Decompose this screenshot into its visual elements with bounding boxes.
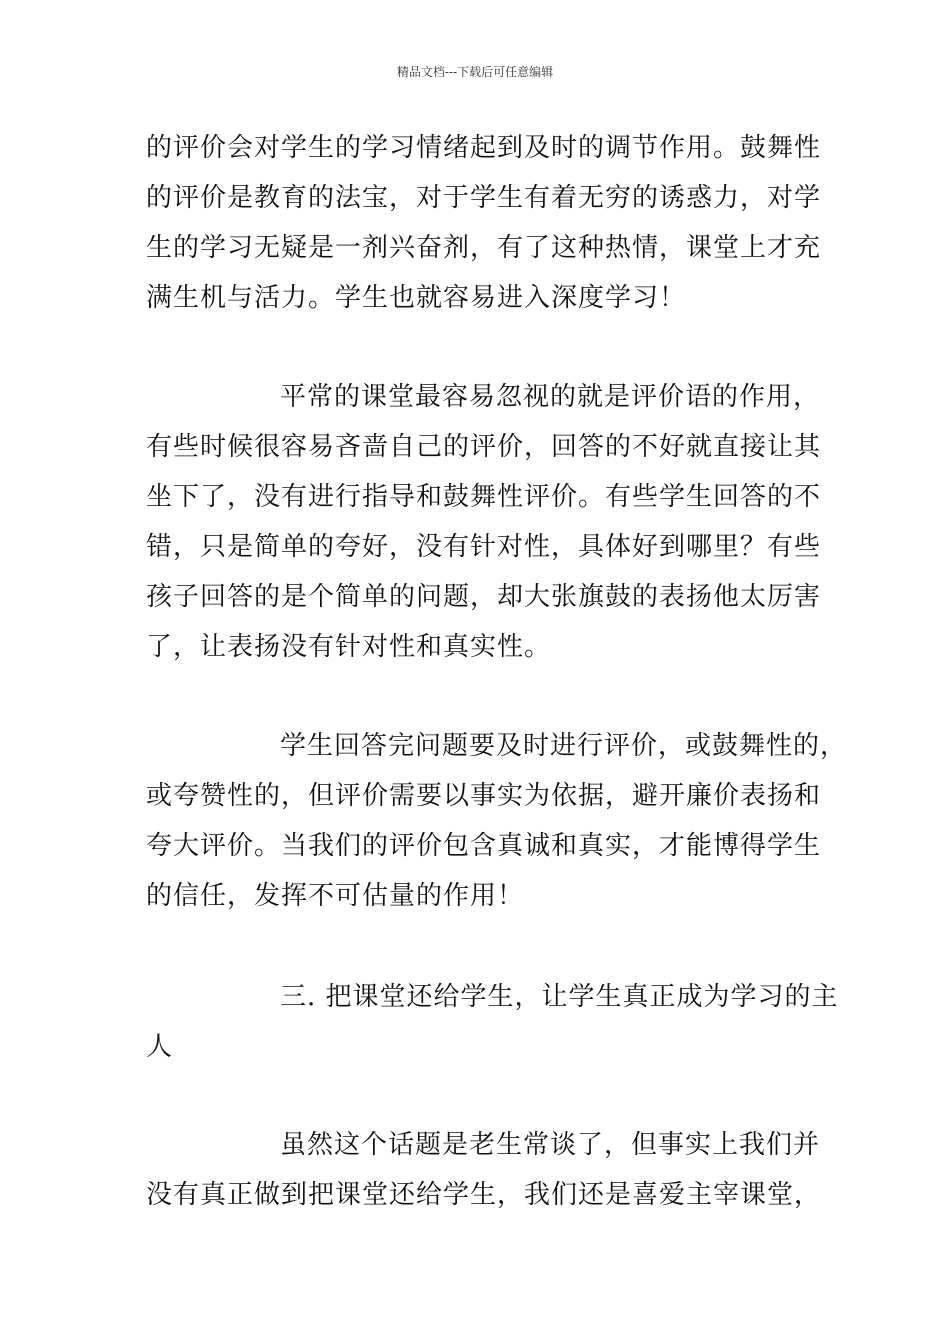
text-line: 平常的课堂最容易忽视的就是评价语的作用， bbox=[280, 382, 821, 412]
text-line: 或夸赞性的，但评价需要以事实为依据，避开廉价表扬和 bbox=[146, 781, 822, 811]
text-line: 坐下了，没有进行指导和鼓舞性评价。有些学生回答的不 bbox=[146, 482, 822, 512]
text-line: 的评价是教育的法宝，对于学生有着无穷的诱惑力，对学 bbox=[146, 183, 822, 213]
page-header: 精品文档---下载后可任意编辑 bbox=[396, 65, 554, 79]
section-heading-line: 人 bbox=[146, 1032, 174, 1062]
text-line: 满生机与活力。学生也就容易进入深度学习！ bbox=[146, 283, 687, 313]
section-heading-line: 三. 把课堂还给学生，让学生真正成为学习的主 bbox=[280, 982, 839, 1012]
text-line: 虽然这个话题是老生常谈了，但事实上我们并 bbox=[280, 1130, 821, 1160]
text-line: 学生回答完问题要及时进行评价，或鼓舞性的， bbox=[280, 731, 848, 761]
text-line: 夸大评价。当我们的评价包含真诚和真实，才能博得学生 bbox=[146, 831, 822, 861]
text-line: 没有真正做到把课堂还给学生，我们还是喜爱主宰课堂， bbox=[146, 1180, 822, 1210]
text-line: 的评价会对学生的学习情绪起到及时的调节作用。鼓舞性 bbox=[146, 133, 822, 163]
text-line: 孩子回答的是个简单的问题，却大张旗鼓的表扬他太厉害 bbox=[146, 582, 822, 612]
text-line: 了，让表扬没有针对性和真实性。 bbox=[146, 632, 552, 662]
text-line: 有些时候很容易吝啬自己的评价，回答的不好就直接让其 bbox=[146, 432, 822, 462]
text-line: 错，只是简单的夸好，没有针对性，具体好到哪里？有些 bbox=[146, 532, 822, 562]
text-line: 的信任，发挥不可估量的作用！ bbox=[146, 881, 525, 911]
text-line: 生的学习无疑是一剂兴奋剂，有了这种热情，课堂上才充 bbox=[146, 233, 822, 263]
